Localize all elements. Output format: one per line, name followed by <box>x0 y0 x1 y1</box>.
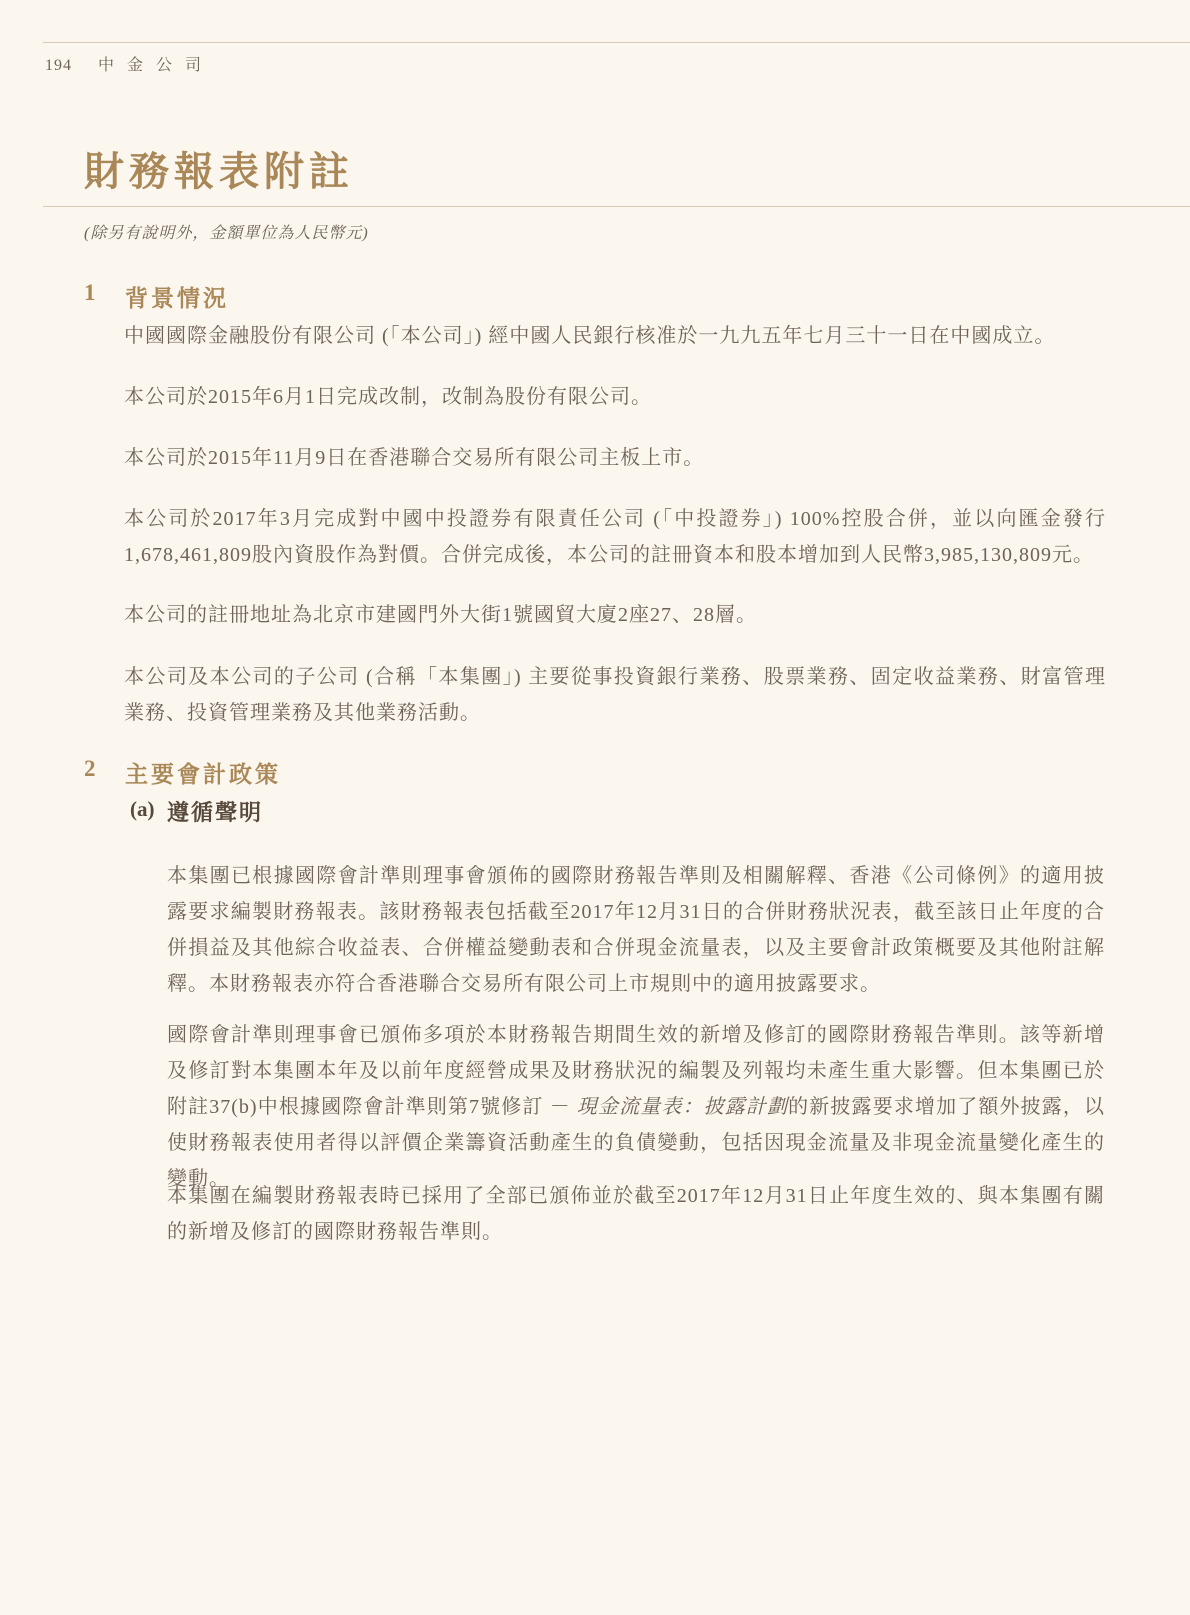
subsection-a-paragraph: 本集團在編製財務報表時已採用了全部已頒佈並於截至2017年12月31日止年度生效的、與本集團有關的新增及修訂的國際財務報告準則。 <box>167 1185 1105 1243</box>
top-divider <box>43 42 1190 43</box>
subsection-a-label: (a) <box>130 797 155 821</box>
paragraph-text: 的新披露要求增加了額外披露，以使財務報表使用者得以評價企業籌資活動產生的負債變動，包括因現金流量及非現金流量變化產生的變動。 <box>167 1096 1106 1190</box>
section-1-paragraph: 本公司於2015年11月9日在香港聯合交易所有限公司主板上市。 <box>124 447 705 469</box>
section-1-paragraph: 本公司的註冊地址為北京市建國門外大街1號國貿大廈2座27、28層。 <box>124 604 757 626</box>
section-1-number: 1 <box>84 280 96 305</box>
page-number: 194 <box>45 57 72 74</box>
section-2-title: 主要會計政策 <box>125 762 281 787</box>
section-1-paragraph: 本公司於2015年6月1日完成改制，改制為股份有限公司。 <box>124 386 652 408</box>
section-1-paragraph: 本公司及本公司的子公司 (合稱「本集團」) 主要從事投資銀行業務、股票業務、固定收益業務、財富管理業務、投資管理業務及其他業務活動。 <box>124 666 1106 724</box>
section-1-paragraph: 本公司於2017年3月完成對中國中投證券有限責任公司 (「中投證券」) 100%控股合併，並以向匯金發行1,678,461,809股內資股作為對價。合併完成後，本公司的註冊資本和股本增加到人民幣3,985,130,809元。 <box>124 508 1106 566</box>
paragraph-text: 國際會計準則理事會已頒佈多項於本財務報告期間生效的新增及修訂的國際財務報告準則。該等新增及修訂對本集團本年及以前年度經營成果及財務狀況的編製及列報均未產生重大影響。但本集團已於附註37(b)中根據國際會計準則第7號修訂 － <box>167 1024 1105 1118</box>
page-header <box>45 52 214 75</box>
currency-unit-note: (除另有說明外，金額單位為人民幣元) <box>84 225 369 242</box>
subsection-a-paragraph <box>167 1017 1105 1197</box>
section-1-title: 背景情況 <box>125 286 229 311</box>
section-2-number: 2 <box>84 756 96 781</box>
page-title: 財務報表附註 <box>84 149 354 194</box>
subsection-a-title: 遵循聲明 <box>167 800 264 825</box>
italic-standard-title: 現金流量表：披露計劃 <box>576 1096 789 1118</box>
section-1-paragraph: 中國國際金融股份有限公司 (「本公司」) 經中國人民銀行核准於一九九五年七月三十一日在中國成立。 <box>124 325 1056 347</box>
title-divider <box>43 206 1190 207</box>
subsection-a-paragraph: 本集團已根據國際會計準則理事會頒佈的國際財務報告準則及相關解釋、香港《公司條例》的適用披露要求編製財務報表。該財務報表包括截至2017年12月31日的合併財務狀況表，截至該日止年度的合併損益及其他綜合收益表、合併權益變動表和合併現金流量表，以及主要會計政策概要及其他附註解釋。本財務報表亦符合香港聯合交易所有限公司上市規則中的適用披露要求。 <box>167 865 1105 995</box>
company-name: 中金公司 <box>98 57 215 74</box>
